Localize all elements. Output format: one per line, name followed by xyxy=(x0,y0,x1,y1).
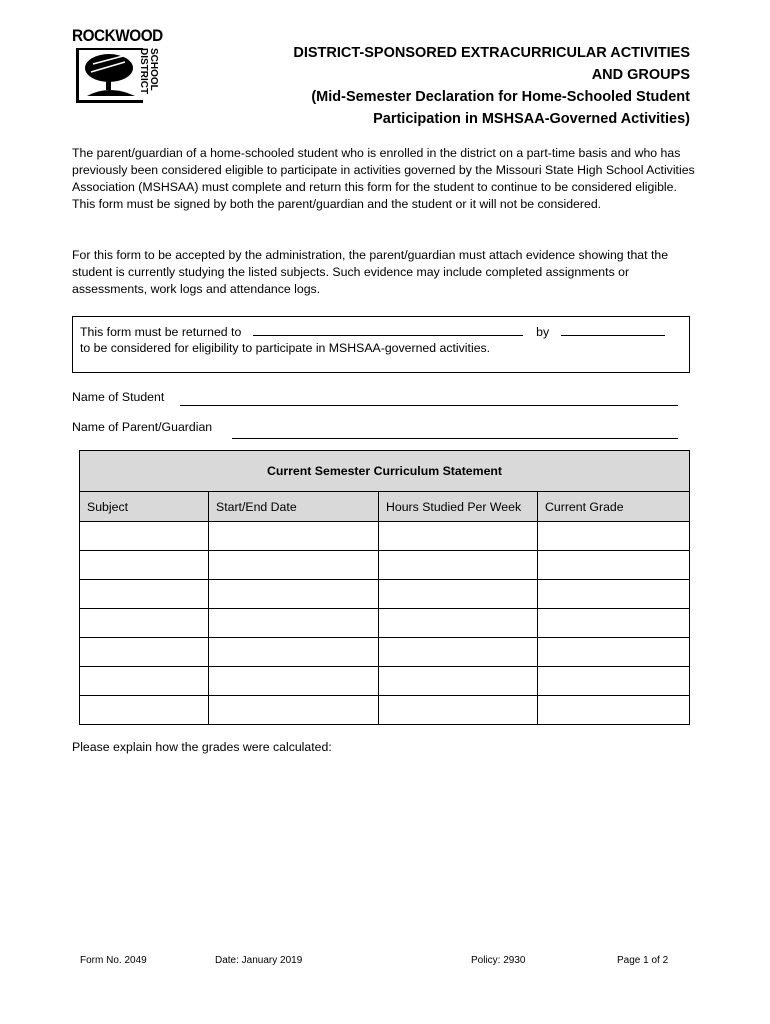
parent-name-label: Name of Parent/Guardian xyxy=(72,420,213,434)
table-cell[interactable] xyxy=(379,696,538,725)
logo-name: ROCKWOOD xyxy=(72,26,163,45)
table-cell[interactable] xyxy=(209,696,379,725)
table-cell[interactable] xyxy=(379,522,538,551)
table-cell[interactable] xyxy=(80,638,209,667)
table-cell[interactable] xyxy=(209,609,379,638)
title-line: AND GROUPS xyxy=(591,67,690,83)
column-header: Current Grade xyxy=(538,492,690,522)
title-line: (Mid-Semester Declaration for Home-Schooled Student xyxy=(311,89,690,105)
student-name-label: Name of Student xyxy=(72,390,165,404)
table-caption: Current Semester Curriculum Statement xyxy=(80,451,690,492)
column-header: Start/End Date xyxy=(209,492,379,522)
explain-label: Please explain how the grades were calculated: xyxy=(72,740,332,754)
table-cell[interactable] xyxy=(538,696,690,725)
table-cell[interactable] xyxy=(80,580,209,609)
table-row xyxy=(80,551,690,580)
explain-field[interactable] xyxy=(72,760,690,930)
table-row xyxy=(80,522,690,551)
column-header: Hours Studied Per Week xyxy=(379,492,538,522)
table-row xyxy=(80,667,690,696)
title-line: DISTRICT-SPONSORED EXTRACURRICULAR ACTIVITIES xyxy=(293,45,690,61)
table-cell[interactable] xyxy=(538,551,690,580)
table-cell[interactable] xyxy=(538,580,690,609)
table-row xyxy=(80,638,690,667)
footer-form-no: Form No. 2049 xyxy=(80,955,147,966)
table-cell[interactable] xyxy=(209,522,379,551)
column-header: Subject xyxy=(80,492,209,522)
eligibility-note: to be considered for eligibility to participate in MSHSAA-governed activities. xyxy=(80,341,491,355)
table-cell[interactable] xyxy=(379,638,538,667)
table-cell[interactable] xyxy=(379,609,538,638)
table-cell[interactable] xyxy=(379,580,538,609)
parent-name-field[interactable] xyxy=(232,438,678,439)
return-to-field[interactable] xyxy=(253,335,523,336)
table-cell[interactable] xyxy=(80,696,209,725)
curriculum-table xyxy=(79,450,690,725)
tree-icon xyxy=(76,48,143,103)
table-cell[interactable] xyxy=(80,522,209,551)
table-cell[interactable] xyxy=(209,638,379,667)
rockwood-logo xyxy=(72,26,162,102)
table-row xyxy=(80,609,690,638)
table-cell[interactable] xyxy=(80,667,209,696)
table-cell[interactable] xyxy=(538,522,690,551)
table-cell[interactable] xyxy=(209,551,379,580)
title-line: Participation in MSHSAA-Governed Activities) xyxy=(373,111,690,127)
table-row xyxy=(80,580,690,609)
return-by-date-field[interactable] xyxy=(561,335,665,336)
student-name-field[interactable] xyxy=(180,405,678,406)
form-title xyxy=(293,42,690,130)
table-cell[interactable] xyxy=(379,551,538,580)
table-cell[interactable] xyxy=(209,580,379,609)
table-cell[interactable] xyxy=(379,667,538,696)
table-row xyxy=(80,696,690,725)
by-label: by xyxy=(536,325,550,339)
footer-page: Page 1 of 2 xyxy=(617,955,669,966)
table-cell[interactable] xyxy=(538,638,690,667)
return-label: This form must be returned to xyxy=(80,325,242,339)
table-cell[interactable] xyxy=(80,551,209,580)
table-cell[interactable] xyxy=(538,667,690,696)
table-cell[interactable] xyxy=(209,667,379,696)
evidence-paragraph: For this form to be accepted by the administration, the parent/guardian must attach evidence showing that the student is currently studying the listed subjects. Such evidence may include completed assignments or assessments, work logs and attendance logs. xyxy=(72,248,669,296)
table-cell[interactable] xyxy=(538,609,690,638)
footer-policy: Policy: 2930 xyxy=(471,955,526,966)
intro-paragraph: The parent/guardian of a home-schooled student who is enrolled in the district on a part-time basis and who has previously been considered eligible to participate in activities governed by the Missouri State High School Activities Association (MSHSAA) must complete and return this form for the student to continue to be considered eligible. This form must be signed by both the parent/guardian and the student or it will not be considered. xyxy=(72,146,695,211)
logo-sub: SCHOOL DISTRICT xyxy=(138,48,159,95)
return-notice-box xyxy=(72,316,690,373)
table-cell[interactable] xyxy=(80,609,209,638)
footer-date: Date: January 2019 xyxy=(215,955,303,966)
